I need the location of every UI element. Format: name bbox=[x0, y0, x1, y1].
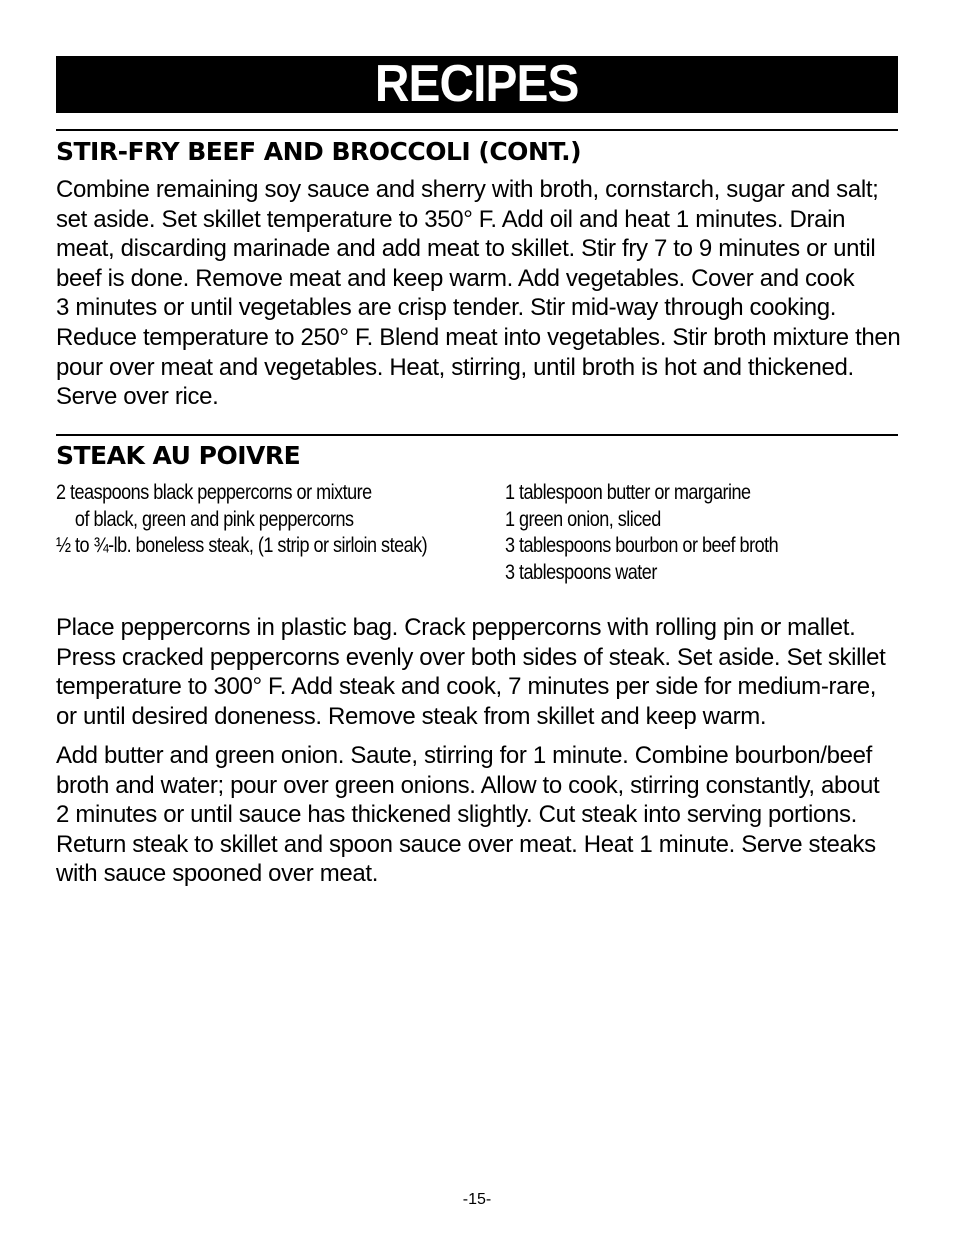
page-number: -15- bbox=[462, 1191, 492, 1208]
recipe-title: STIR-FRY BEEF AND BROCCOLI (CONT.) bbox=[56, 137, 582, 166]
ingredient-item: 2 teaspoons black peppercorns or mixture bbox=[56, 481, 372, 504]
text-line: beef is done. Remove meat and keep warm. Add vegetables. Cover and cook bbox=[56, 264, 855, 292]
text-line: set aside. Set skillet temperature to 350° F. Add oil and heat 1 minutes. Drain bbox=[56, 205, 846, 233]
ingredients-right bbox=[505, 480, 823, 586]
recipe-instructions bbox=[56, 741, 901, 889]
ingredient-item: 3 tablespoons water bbox=[505, 560, 657, 584]
section-divider bbox=[56, 129, 898, 131]
recipe-instructions bbox=[56, 175, 901, 412]
ingredient-item: of black, green and pink peppercorns bbox=[74, 507, 354, 531]
text-line: Reduce temperature to 250° F. Blend meat into vegetables. Stir broth mixture then bbox=[56, 323, 901, 351]
text-line: Return steak to skillet and spoon sauce over meat. Heat 1 minute. Serve steaks bbox=[56, 830, 876, 858]
ingredient-item: 3 tablespoons bourbon or beef broth bbox=[505, 534, 779, 557]
text-line: pour over meat and vegetables. Heat, stirring, until broth is hot and thickened. bbox=[56, 353, 854, 381]
section-divider bbox=[56, 434, 898, 436]
ingredient-item: 1 tablespoon butter or margarine bbox=[505, 481, 751, 504]
ingredients-left bbox=[56, 480, 488, 560]
text-line: Combine remaining soy sauce and sherry with broth, cornstarch, sugar and salt; bbox=[56, 176, 879, 203]
text-line: Place peppercorns in plastic bag. Crack peppercorns with rolling pin or mallet. bbox=[56, 614, 856, 641]
text-line: 2 minutes or until sauce has thickened slightly. Cut steak into serving portions. bbox=[56, 801, 857, 829]
text-line: or until desired doneness. Remove steak from skillet and keep warm. bbox=[56, 702, 767, 730]
text-line: temperature to 300° F. Add steak and cook, 7 minutes per side for medium-rare, bbox=[56, 673, 877, 701]
recipe-title: STEAK AU POIVRE bbox=[56, 441, 301, 470]
banner-title: RECIPES bbox=[375, 55, 579, 113]
ingredient-item: 1 green onion, sliced bbox=[505, 507, 661, 531]
page-banner bbox=[56, 56, 898, 113]
recipe-instructions bbox=[56, 613, 901, 731]
text-line: broth and water; pour over green onions. Allow to cook, stirring constantly, about bbox=[56, 771, 880, 799]
text-line: with sauce spooned over meat. bbox=[56, 860, 379, 888]
text-line: Add butter and green onion. Saute, stirring for 1 minute. Combine bourbon/beef bbox=[56, 742, 872, 769]
ingredient-item: ½ to ¾-lb. boneless steak, (1 strip or sirloin steak) bbox=[56, 534, 428, 557]
text-line: 3 minutes or until vegetables are crisp tender. Stir mid-way through cooking. bbox=[56, 294, 837, 322]
text-line: meat, discarding marinade and add meat to skillet. Stir fry 7 to 9 minutes or until bbox=[56, 235, 876, 263]
text-line: Serve over rice. bbox=[56, 383, 219, 411]
text-line: Press cracked peppercorns evenly over both sides of steak. Set aside. Set skillet bbox=[56, 643, 886, 671]
